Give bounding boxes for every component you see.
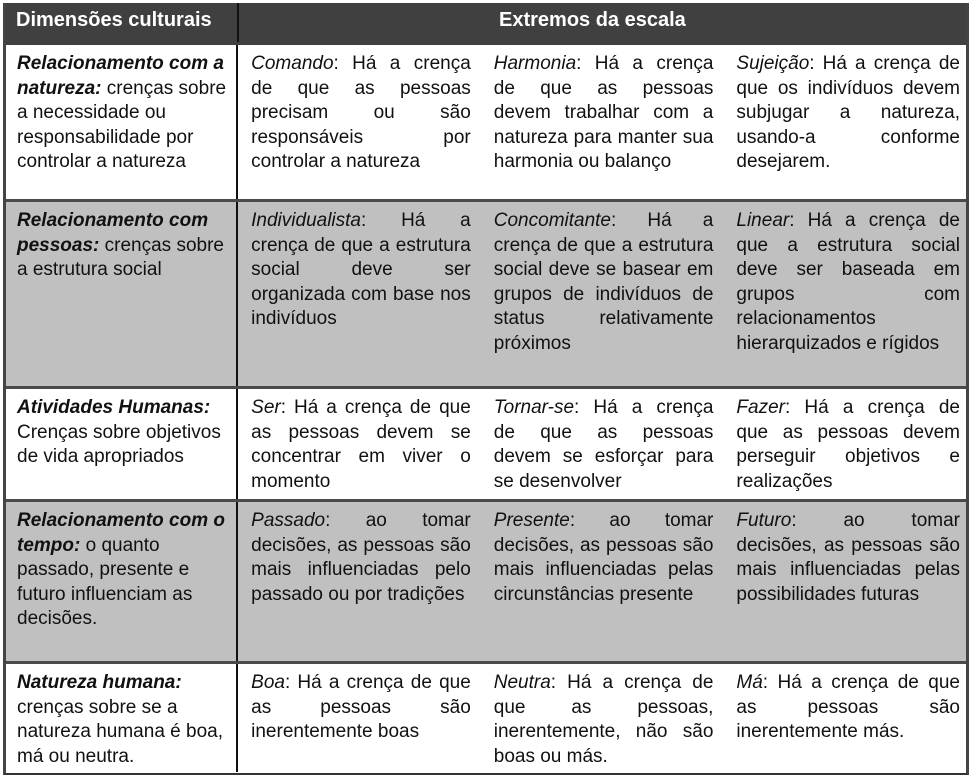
extreme-cell [481, 664, 724, 772]
dimension-cell [6, 389, 238, 499]
extreme-cell [723, 45, 966, 199]
extreme-cell [723, 389, 966, 499]
extreme-text: : ao tomar decisões, as pessoas são mais influenciadas pelas possibilidades futuras [736, 510, 960, 605]
table-header [6, 3, 966, 45]
table-row [6, 389, 966, 502]
extreme-cell [723, 202, 966, 386]
dimension-cell [6, 502, 238, 661]
extreme-text: : Há a crença de que as pessoas devem trabalhar com a natureza para manter sua harmonia ou balanço [493, 53, 714, 173]
table-row [6, 202, 966, 389]
dimension-cell [6, 202, 238, 386]
extreme-term: Presente [493, 510, 570, 531]
extreme-text: : Há a crença de que as pessoas, inerentemente, não são boas ou más. [493, 672, 714, 767]
dimension-desc: crenças sobre se a natureza humana é boa, má ou neutra. [17, 696, 223, 767]
extreme-cell [481, 389, 724, 499]
dimension-title: Natureza humana: [17, 672, 182, 693]
dimension-title: Relacionamento com a natureza: [17, 53, 224, 99]
extreme-cell [481, 502, 724, 661]
extreme-text: : Há a crença de que as pessoas devem se concentrar em viver o momento [251, 397, 471, 492]
dimension-title: Atividades Humanas: [17, 397, 211, 418]
extreme-text: : Há a crença de que a estrutura social deve ser organizada com base nos indivíduos [251, 210, 471, 330]
dimension-cell [6, 45, 238, 199]
table-row [6, 664, 966, 772]
header-extremes: Extremos da escala [499, 9, 686, 31]
dimension-desc: o quanto passado, presente e futuro influenciam as decisões. [17, 534, 193, 630]
dimension-title: Relacionamento com o tempo: [17, 510, 225, 556]
extreme-text: : ao tomar decisões, as pessoas são mais influenciadas pelas circunstâncias presente [493, 510, 714, 605]
extreme-text: : Há a crença de que as pessoas devem perseguir objetivos e realizações [736, 397, 960, 492]
extreme-cell [723, 502, 966, 661]
extreme-term: Futuro [736, 510, 792, 531]
extreme-term: Ser [251, 397, 281, 418]
extreme-cell [481, 45, 724, 199]
extreme-cell [723, 664, 966, 772]
extreme-text: : Há a crença de que as pessoas precisam ou são responsáveis por controlar a natureza [251, 53, 471, 173]
extreme-term: Neutra [493, 672, 551, 693]
extreme-text: : Há a crença de que a estrutura social deve ser baseada em grupos com relacionamentos hierarquizados e rígidos [736, 210, 960, 354]
extreme-term: Concomitante [493, 210, 611, 231]
header-dimensions: Dimensões culturais [6, 3, 239, 42]
extreme-text: : Há a crença de que as pessoas devem se esforçar para se desenvolver [493, 397, 714, 492]
extreme-term: Individualista [251, 210, 361, 231]
extreme-term: Comando [251, 53, 334, 74]
extreme-term: Harmonia [493, 53, 577, 74]
extreme-text: : ao tomar decisões, as pessoas são mais influenciadas pelo passado ou por tradições [251, 510, 471, 605]
extreme-text: : Há a crença de que a estrutura social deve se basear em grupos de indivíduos de status relativamente próximos [493, 210, 714, 354]
table-row [6, 45, 966, 202]
extreme-term: Fazer [736, 397, 785, 418]
extreme-term: Boa [251, 672, 285, 693]
extreme-term: Má [736, 672, 763, 693]
extreme-term: Linear [736, 210, 790, 231]
dimension-title: Relacionamento com pessoas: [17, 210, 209, 256]
dimension-desc: crenças sobre a necessidade ou responsabilidade por controlar a natureza [17, 77, 227, 173]
dimension-cell [6, 664, 238, 772]
extreme-term: Tornar-se [493, 397, 575, 418]
extreme-text: : Há a crença de que as pessoas são inerentemente más. [736, 672, 960, 743]
extreme-text: : Há a crença de que os indivíduos devem subjugar a natureza, usando-a conforme desejarem. [736, 53, 960, 173]
cultural-dimensions-table [3, 3, 969, 775]
extreme-term: Sujeição [736, 53, 810, 74]
extreme-cell [238, 502, 481, 661]
extreme-term: Passado [251, 510, 326, 531]
table-row [6, 502, 966, 664]
dimension-desc: crenças sobre a estrutura social [17, 234, 224, 281]
extreme-cell [238, 45, 481, 199]
extreme-cell [481, 202, 724, 386]
extreme-text: : Há a crença de que as pessoas são inerentemente boas [251, 672, 471, 743]
extreme-cell [238, 389, 481, 499]
extreme-cell [238, 664, 481, 772]
extreme-cell [238, 202, 481, 386]
dimension-desc: Crenças sobre objetivos de vida apropriados [17, 421, 221, 468]
